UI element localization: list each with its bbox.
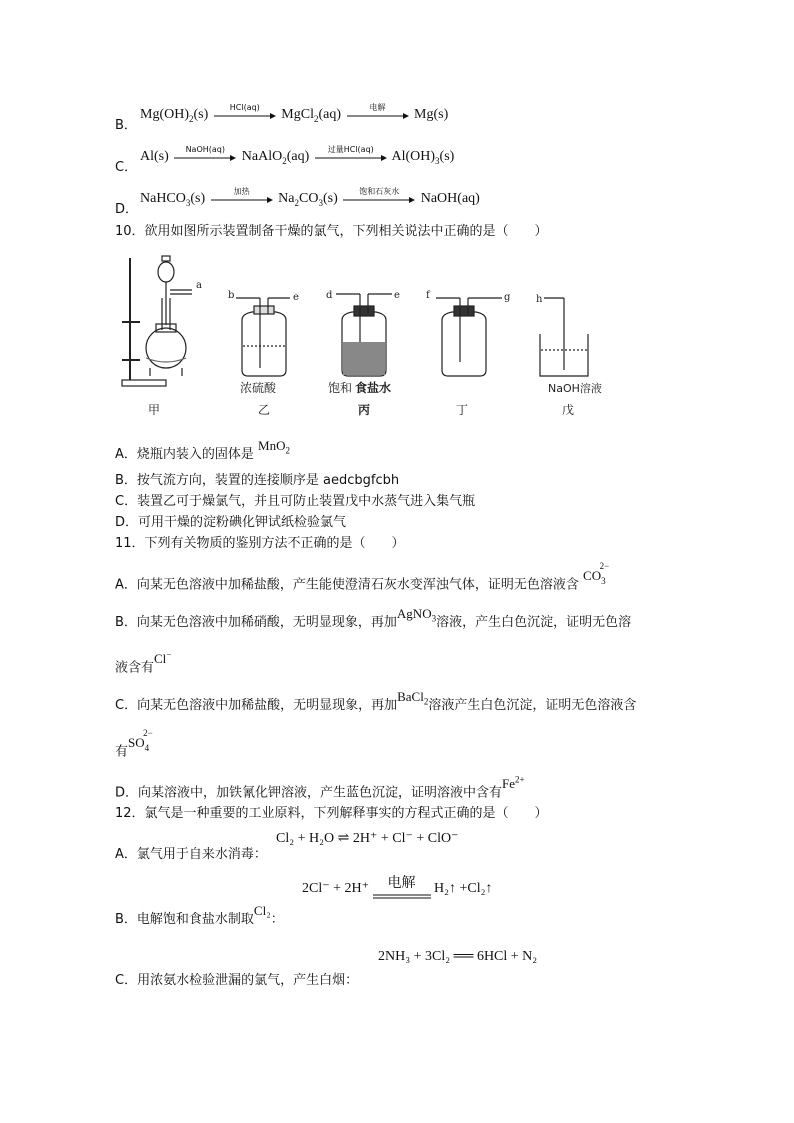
formula-bacl2: BaCl$_2$ [397, 689, 429, 707]
q12-b-equation [302, 875, 493, 898]
ion-text: Cl [154, 651, 167, 667]
label-brine-pre: 饱和 [328, 381, 353, 395]
arrow-condition: 电解 [369, 102, 386, 112]
formula-cl2: Cl₂ [253, 903, 271, 918]
label-brine: 食盐水 [355, 381, 392, 395]
q11-option-c-line2 [115, 728, 153, 765]
equation-left: 2Cl⁻ + 2H⁺ [302, 881, 370, 897]
option-b-letter: B． [115, 118, 137, 133]
stand-base [122, 380, 166, 386]
q12-c-equation: 2NH₃ + 3Cl₂ ══ 6HCl + N₂ [378, 949, 538, 964]
arrow-condition: 电解 [387, 875, 416, 891]
q11-stem: 11．下列有关物质的鉴别方法不正确的是（ ） [115, 536, 405, 551]
reactant: Al(s) [140, 149, 169, 164]
formula-text: AgNO [396, 606, 432, 621]
ion-cl: Cl− [154, 650, 172, 667]
q10-option-b: B．按气流方向，装置的连接顺序是 aedcbgfcbh [115, 473, 400, 488]
label-d: d [326, 290, 333, 301]
q12-option-c: C．用浓氨水检验泄漏的氯气，产生白烟： [115, 973, 359, 988]
option-c-letter: C． [115, 160, 138, 175]
option-d-letter: D． [115, 202, 139, 217]
q11-option-b-line2 [115, 650, 172, 677]
intermediate: MgCl [281, 107, 314, 122]
q12-b-text: B．电解饱和食盐水制取 [115, 912, 254, 927]
q11-b-text: B．向某无色溶液中加稀硝酸，无明显现象，再加 [115, 615, 397, 630]
label-f: f [426, 290, 430, 301]
q11-d-text: D．向某溶液中，加铁氰化钾溶液，产生蓝色沉淀，证明溶液中含有 [115, 785, 503, 801]
reaction-arrow [174, 144, 236, 165]
label-jia: 甲 [148, 403, 161, 417]
label-yi: 乙 [258, 403, 271, 417]
label-h: h [536, 294, 543, 305]
q11-c-text-tail: 溶液产生白色沉淀，证明无色溶液含 [428, 698, 637, 713]
apparatus-diagram [110, 250, 630, 420]
q12-b-tail: ： [270, 912, 284, 927]
label-acid: 浓硫酸 [240, 381, 277, 395]
dropping-funnel [158, 262, 174, 282]
q11-option-d [115, 775, 525, 802]
arrow-condition: NaOH(aq) [185, 144, 225, 154]
label-b: b [228, 290, 235, 301]
q10-option-a [115, 438, 290, 468]
reaction-arrow [343, 186, 415, 207]
intermediate: NaAlO [241, 149, 283, 164]
q11-a-text: A．向某无色溶液中加稀盐酸，产生能使澄清石灰水变浑浊气体，证明无色溶液含 [115, 577, 579, 593]
bottle-ding [442, 312, 486, 376]
bottle-yi [242, 312, 286, 376]
q12-stem: 12．氯气是一种重要的工业原料，下列解释事实的方程式正确的是（ ） [115, 806, 548, 821]
q12-option-b [115, 903, 284, 929]
label-e-yi: e [293, 292, 299, 303]
q11-option-b-line1 [115, 606, 632, 636]
electrolysis-arrow [373, 875, 431, 898]
reactant: Mg(OH) [140, 107, 189, 122]
q11-b-text-line2: 液含有 [115, 660, 155, 676]
option-b-equation: $Mg(OH)_2(s)$ HCl(aq) MgCl$_2$(aq) 电解 Mg(s) [140, 106, 448, 128]
label-g: g [504, 292, 511, 303]
q11-c-text: C．向某无色溶液中加稀盐酸，无明显现象，再加 [115, 698, 398, 713]
label-a: a [196, 280, 202, 291]
q12-option-a: A．氯气用于自来水消毒： [115, 847, 267, 862]
arrow-condition: 加热 [233, 186, 250, 196]
equation-right: H₂↑ +Cl₂↑ [434, 881, 493, 897]
arrow-condition: 过量HCl(aq) [327, 144, 374, 154]
q10-option-d: D．可用干燥的淀粉碘化钾试纸检验氯气 [115, 515, 347, 530]
q10-option-c: C．装置乙可于燥氯气，并且可防止装置戊中水蒸气进入集气瓶 [115, 494, 476, 509]
arrow-condition: 饱和石灰水 [359, 186, 400, 196]
q11-option-c-line1 [115, 689, 637, 719]
arrow-condition: HCl(aq) [229, 102, 260, 112]
q11-c-text-line2: 有 [115, 744, 129, 760]
option-d-equation: NaHCO$_3$(s) 加热 $Na_2CO_3(s)$ 饱和石灰水 NaOH(aq) [140, 190, 480, 212]
ion-text: CO [583, 568, 602, 584]
ion-text: SO [128, 735, 145, 751]
q12-a-equation: Cl₂ + H₂O ⇌ 2H⁺ + Cl⁻ + ClO⁻ [276, 831, 459, 846]
q11-option-a [115, 561, 610, 598]
intermediate: Na [278, 191, 295, 206]
label-ding: 丁 [456, 403, 469, 417]
reaction-arrow [315, 144, 387, 165]
formula-mno2: MnO$_2$ [258, 438, 290, 456]
label-e: e [394, 290, 400, 301]
ion-text: Fe [502, 776, 516, 792]
label-naoh: NaOH溶液 [548, 382, 602, 395]
product: NaOH(aq) [420, 191, 480, 206]
label-wu: 戊 [562, 403, 575, 417]
formula-text: MnO [258, 438, 286, 453]
reactant: NaHCO [140, 191, 186, 206]
formula-agno3: AgNO$_3$ [396, 606, 437, 624]
product: Mg(s) [414, 107, 449, 122]
product: Al(OH) [391, 149, 436, 164]
q11-b-text-tail: 溶液，产生白色沉淀，证明无色溶 [436, 615, 632, 630]
reaction-arrow [347, 102, 409, 123]
ion-fe2: $Fe^{2+}$ [502, 775, 525, 792]
q10-stem: 10．欲用如图所示装置制备干燥的氯气，下列相关说法中正确的是（ ） [115, 224, 548, 239]
option-c-equation: Al(s) NaOH(aq) NaAlO$_2$(aq) 过量HCl(aq) $Al(OH)_3(s)$ [140, 148, 454, 170]
formula-text: BaCl [397, 689, 424, 704]
q10-a-text: A．烧瓶内装入的固体是 [115, 447, 254, 462]
ion-co3: $CO_3^{2-}$ [583, 561, 610, 586]
reaction-arrow [211, 186, 273, 207]
reaction-arrow [214, 102, 276, 123]
label-bing: 丙 [358, 403, 371, 417]
ion-so4: $SO_4^{2-}$ [128, 728, 153, 753]
